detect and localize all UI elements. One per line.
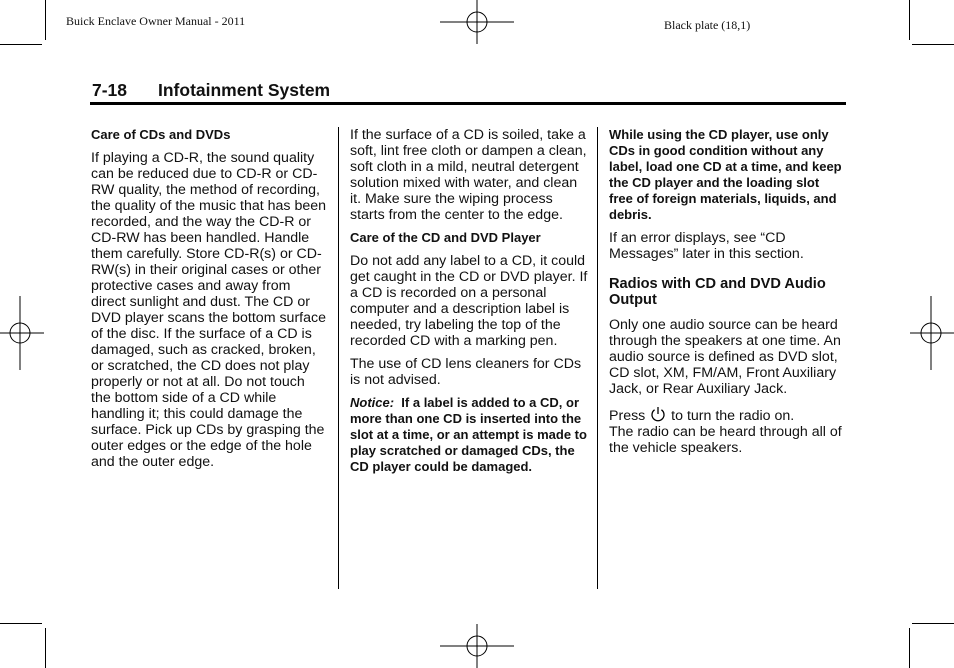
manual-title: Buick Enclave Owner Manual - 2011	[66, 14, 246, 28]
notice-label: Notice:	[350, 395, 395, 410]
notice	[350, 395, 590, 475]
section-title: Infotainment System	[158, 80, 331, 100]
page-number: 7-18	[92, 80, 128, 100]
registration-mark-left	[0, 296, 44, 370]
press-paragraph	[609, 406, 843, 424]
heading-radios-with-cd: Radios with CD and DVD Audio Output	[609, 276, 826, 308]
paragraph: The use of CD lens cleaners for CDs is not advised.	[350, 356, 582, 388]
registration-mark-right	[910, 296, 954, 370]
page-header	[92, 80, 330, 101]
press-suffix: to turn the radio on.	[671, 408, 795, 424]
paragraph: If playing a CD-R, the sound quality can be reduced due to CD-R or CD-RW quality, the method of recording, the quality of the music that has been recorded, and the way the CD-R or CD-RW has been handled. Handle them carefully. Store CD-R(s) or CD-RW(s) in their original cases or other protective cases and away from direct sunlight and dust. The CD or DVD player scans the bottom surface of the disc. If the surface of a CD is damaged, such as cracked, broken, or scratched, the CD does not play properly or not at all. Do not touch the bottom side of a CD while handling it; this could damage the surface. Pick up CDs by grasping the outer edges or the edge of the hole and the outer edge.	[91, 150, 327, 470]
crop-mark	[909, 628, 910, 668]
paragraph: If an error displays, see “CD Messages” later in this section.	[609, 230, 804, 262]
subheading-care-of-player: Care of the CD and DVD Player	[350, 230, 541, 245]
crop-mark	[0, 44, 42, 45]
subheading-care-of-cds: Care of CDs and DVDs	[91, 127, 231, 142]
crop-mark	[912, 623, 954, 624]
header-rule	[90, 102, 846, 105]
plate-label: Black plate (18,1)	[664, 18, 751, 32]
column-divider	[338, 127, 339, 589]
column-3	[609, 127, 843, 463]
paragraph: If the surface of a CD is soiled, take a soft, lint free cloth or dampen a clean, soft cloth in a mild, neutral detergent solution mixed with water, and clean it. Make sure the wiping process starts from the center to the edge.	[350, 127, 587, 223]
crop-mark	[912, 44, 954, 45]
press-prefix: Press	[609, 408, 646, 424]
paragraph: Do not add any label to a CD, it could get caught in the CD or DVD player. If a CD is recorded on a personal computer and a description label is needed, try labeling the top of the recorded CD with a marking pen.	[350, 253, 588, 349]
registration-mark-bottom	[440, 624, 514, 668]
crop-mark	[0, 623, 42, 624]
notice-text: If a label is added to a CD, or more than one CD is inserted into the slot at a time, or an attempt is made to play scratched or damaged CDs, the CD player could be damaged.	[350, 395, 587, 474]
column-divider	[597, 127, 598, 589]
bold-paragraph: While using the CD player, use only CDs in good condition without any label, load one CD at a time, and keep the CD player and the loading slot free of foreign materials, liquids, and debris.	[609, 127, 842, 222]
paragraph: Only one audio source can be heard through the speakers at one time. An audio source is defined as DVD slot, CD slot, XM, FM/AM, Front Auxiliary Jack, or Rear Auxiliary Jack.	[609, 317, 841, 397]
power-icon	[650, 406, 666, 422]
column-2	[350, 127, 590, 482]
column-1	[91, 127, 327, 477]
crop-mark	[45, 628, 46, 668]
paragraph: The radio can be heard through all of the vehicle speakers.	[609, 424, 842, 456]
crop-mark	[909, 0, 910, 40]
crop-mark	[45, 0, 46, 40]
registration-mark-top	[440, 0, 514, 44]
